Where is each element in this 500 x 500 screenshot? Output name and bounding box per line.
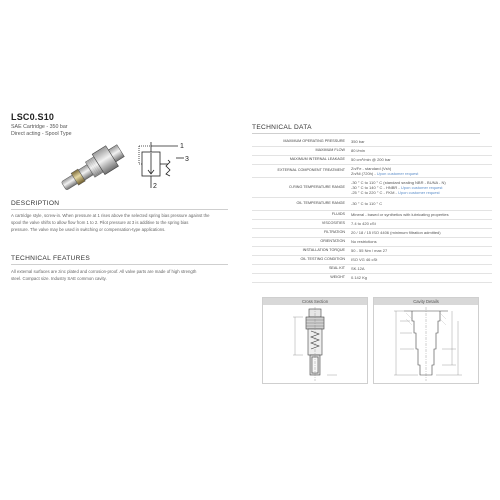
cartridge-product-image bbox=[56, 137, 136, 195]
port-2-label: 2 bbox=[153, 183, 157, 190]
spec-label: VISCOSITIES bbox=[252, 219, 348, 228]
spec-value bbox=[348, 264, 492, 273]
spec-row bbox=[252, 155, 492, 164]
spec-value-text: -30 ° C to 110 ° C (standard sealing NBR - BUNA - N) bbox=[351, 179, 446, 185]
spec-value-line bbox=[351, 221, 490, 226]
spec-value-text: 0.142 Kg bbox=[351, 275, 368, 280]
spec-row bbox=[252, 219, 492, 228]
spec-value-note: Upon customer request bbox=[398, 189, 440, 195]
spec-value-text: 350 bar bbox=[351, 138, 365, 144]
spec-value-text: 80 l/min bbox=[351, 148, 366, 153]
spec-value bbox=[348, 155, 492, 164]
spec-value bbox=[348, 146, 492, 155]
features-line: All external surfaces are zinc plated and corrosion-proof. All valve parts are made of high strength bbox=[11, 269, 197, 274]
features-line: steel. Compact size. Industry SAE common cavity. bbox=[11, 276, 107, 281]
spec-value bbox=[348, 164, 492, 177]
cavity-details-drawing bbox=[374, 305, 478, 383]
spec-value-line bbox=[351, 157, 490, 162]
spec-row bbox=[252, 255, 492, 264]
spec-value-line bbox=[351, 239, 490, 244]
spec-value bbox=[348, 273, 492, 282]
spec-label: O-RING TEMPERATURE RANGE bbox=[252, 177, 348, 197]
spec-value bbox=[348, 237, 492, 246]
spec-label: FILTRATION bbox=[252, 228, 348, 237]
cavity-details-title: Cavity Details bbox=[374, 298, 478, 305]
port-1-label: 1 bbox=[180, 143, 184, 150]
spec-label: MAXIMUM OPERATING PRESSURE bbox=[252, 137, 348, 146]
technical-data-table bbox=[252, 137, 492, 283]
spec-value-line bbox=[351, 257, 490, 262]
spec-value-text: -30 ° C to 140 ° C - HNBR - bbox=[351, 184, 401, 190]
spec-label: SEAL KIT bbox=[252, 264, 348, 273]
spec-value-text: -30 ° C to 110 ° C bbox=[351, 201, 383, 206]
spec-value-line bbox=[351, 171, 490, 176]
technical-data-divider bbox=[252, 133, 480, 134]
spec-value-text: Mineral - based or synthetics with lubricating properties bbox=[351, 212, 449, 217]
port-3-label: 3 bbox=[185, 156, 189, 163]
spec-row bbox=[252, 264, 492, 273]
product-subtitle-type: Direct acting - Spool Type bbox=[11, 131, 72, 137]
spec-label: OIL TEMPERATURE RANGE bbox=[252, 197, 348, 210]
spec-value bbox=[348, 255, 492, 264]
spec-row bbox=[252, 137, 492, 146]
spec-label: ORIENTATION bbox=[252, 237, 348, 246]
spec-label: MAXIMUM FLOW bbox=[252, 146, 348, 155]
spec-value bbox=[348, 137, 492, 146]
spec-value-text: 20 / 18 / 15 ISO 4406 (minimum filtration admitted) bbox=[351, 230, 441, 235]
spec-value-line bbox=[351, 275, 490, 280]
spec-row bbox=[252, 228, 492, 237]
description-divider bbox=[11, 209, 228, 210]
spec-value-line bbox=[351, 139, 490, 144]
features-divider bbox=[11, 264, 228, 265]
spec-label: FLUIDS bbox=[252, 210, 348, 219]
spec-value-line bbox=[351, 212, 490, 217]
spec-value-line bbox=[351, 230, 490, 235]
spec-label: MAXIMUM INTERNAL LEAKAGE bbox=[252, 155, 348, 164]
cross-section-title: Cross Section bbox=[263, 298, 367, 305]
spec-value-text: Zn/Ni (720h) - bbox=[351, 170, 377, 176]
spec-row bbox=[252, 273, 492, 282]
spec-value-text: ISO VG 46 cSt bbox=[351, 257, 378, 262]
spec-row bbox=[252, 146, 492, 155]
spec-row bbox=[252, 210, 492, 219]
product-subtitle-pressure: SAE Cartridge - 350 bar bbox=[11, 124, 68, 130]
spec-row bbox=[252, 246, 492, 255]
spec-label: OIL TESTING CONDITION bbox=[252, 255, 348, 264]
description-text bbox=[11, 212, 236, 233]
spec-row bbox=[252, 197, 492, 210]
spec-value-note: Upon customer request bbox=[400, 184, 443, 190]
spec-value-line bbox=[351, 266, 490, 271]
spec-value-note: Upon customer request bbox=[376, 170, 419, 176]
features-text bbox=[11, 268, 236, 282]
spec-value-text: Zn/Fe - standard (Vsh) bbox=[351, 165, 392, 171]
hydraulic-symbol bbox=[136, 140, 192, 190]
description-line: pressure. The valve may be used in switching or compensation-type applications. bbox=[11, 227, 166, 232]
cavity-details-panel bbox=[373, 297, 479, 384]
spec-value-text: 7.4 to 420 cSt bbox=[351, 221, 376, 226]
spec-value bbox=[348, 177, 492, 197]
spec-value-line bbox=[351, 201, 490, 206]
spec-value bbox=[348, 246, 492, 255]
spec-value bbox=[348, 228, 492, 237]
spec-value-line bbox=[351, 190, 490, 195]
spec-row bbox=[252, 177, 492, 197]
spec-value bbox=[348, 219, 492, 228]
description-line: spool the valve shifts to allow flow from 1 to 2. Pilot pressure at 3 is additive to the spring bias bbox=[11, 220, 189, 225]
description-heading: DESCRIPTION bbox=[11, 200, 60, 207]
spec-value-text: SK.12A bbox=[351, 266, 365, 271]
spec-value-line bbox=[351, 148, 490, 153]
spec-label: INSTALLATION TORQUE bbox=[252, 246, 348, 255]
technical-features-heading: TECHNICAL FEATURES bbox=[11, 255, 91, 262]
spec-label: WEIGHT bbox=[252, 273, 348, 282]
spec-value bbox=[348, 197, 492, 210]
spec-row bbox=[252, 164, 492, 177]
cross-section-drawing bbox=[263, 305, 367, 383]
cross-section-panel bbox=[262, 297, 368, 384]
spec-value-text: 50 cm³/min @ 200 bar bbox=[351, 157, 391, 162]
spec-value-text: 50 - 55 Nm / max 27 bbox=[351, 248, 388, 253]
product-code: LSC0.S10 bbox=[11, 112, 55, 122]
spec-value-text: No restrictions bbox=[351, 239, 377, 244]
spec-label: EXTERNAL COMPONENT TREATMENT bbox=[252, 164, 348, 177]
spec-value bbox=[348, 210, 492, 219]
spec-value-line bbox=[351, 248, 490, 253]
technical-data-heading: TECHNICAL DATA bbox=[252, 124, 312, 131]
spec-row bbox=[252, 237, 492, 246]
spec-value-text: -25 ° C to 220 ° C - FKM - bbox=[351, 189, 398, 195]
description-line: A cartridge style, screw-in. When pressure at 1 rises above the selected spring bias pressure against the bbox=[11, 213, 210, 218]
